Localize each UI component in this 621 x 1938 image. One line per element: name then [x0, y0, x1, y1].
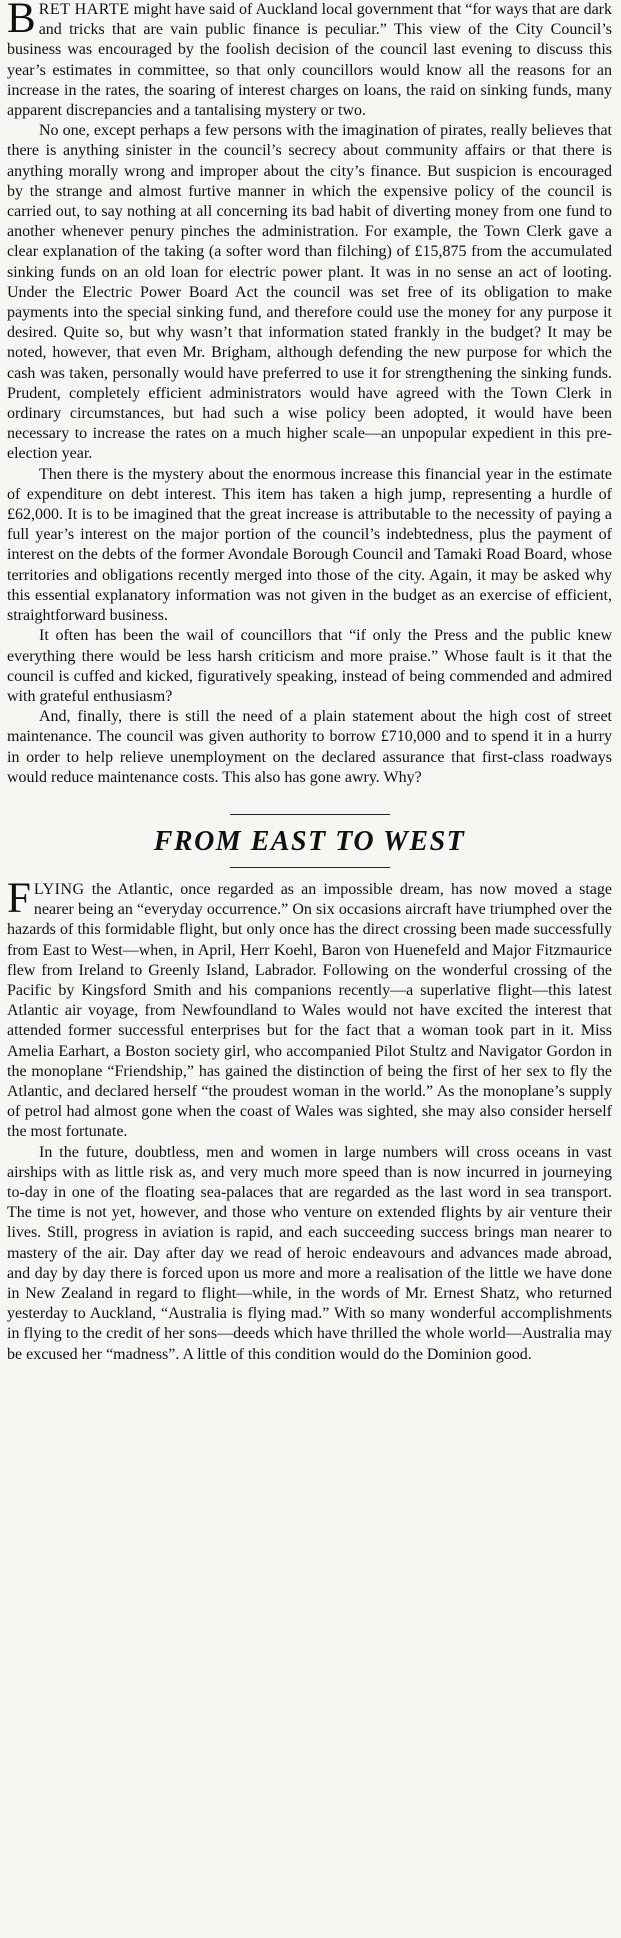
article2-paragraph-1	[7, 874, 612, 1143]
divider-rule	[230, 814, 390, 815]
editorial-atlantic-flight	[7, 874, 612, 1365]
article1-paragraph-5: And, finally, there is still the need of a plain statement about the high cost of street maintenance. The council was given authority to borrow £710,000 and to spend it in a hurry in order to help relieve unemployment on the declared assurance that first-class roadways would reduce maintenance costs. This also has gone awry. Why?	[7, 708, 612, 786]
headline-from-east-to-west: FROM EAST TO WEST	[153, 825, 466, 857]
article1-paragraph-1	[7, 0, 612, 121]
lead-caps: LYING	[33, 880, 85, 898]
editorial-city-council	[7, 0, 612, 788]
paragraph-text: might have said of Auckland local government that “for ways that are dark and tricks that are vain public finance is peculiar.” This view of the City Council’s business was encouraged by the foolish decision of the council last evening to discuss this year’s estimates in committee, so that only councillors would know all the reasons for an increase in the rates, the soaring of interest charges on loans, the raid on sinking funds, many apparent discrepancies and a tantalising mystery or two.	[7, 1, 613, 120]
drop-cap: F	[7, 874, 31, 922]
divider-rule	[230, 867, 390, 868]
article2-paragraph-2: In the future, doubtless, men and women in large numbers will cross oceans in vast airships with as little risk as, and very much more speed than is now incurred in journeying to-day in one of the floating sea-palaces that are regarded as the last word in sea transport. The time is not yet, however, and those who venture on extended flights by air venture their lives. Still, progress in aviation is rapid, and each succeeding success brings man nearer to mastery of the air. Day after day we read of heroic endeavours and advances made abroad, and day by day there is forced upon us more and more a realisation of the little we have done in New Zealand in regard to flight—while, in the words of Mr. Ernest Shatz, who returned yesterday to Auckland, “Australia is flying mad.” With so many wonderful accomplishments in flying to the credit of her sons—deeds which have thrilled the whole world—Australia may be excused her “madness”. A little of this condition would do the Dominion good.	[7, 1143, 612, 1363]
paragraph-text: the Atlantic, once regarded as an impossible dream, has now moved a stage nearer being an “everyday occurrence.” On six occasions aircraft have triumphed over the hazards of this formidable flight, but only once has the direct crossing been made successfully from East to West—when, in April, Herr Koehl, Baron von Huenefeld and Major Fitzmaurice flew from Ireland to Greenly Island, Labrador. Following on the wonderful crossing of the Pacific by Kingsford Smith and his companions recently—a superlative flight—this latest Atlantic air voyage, from Newfoundland to Wales would not have excited the interest that attended former successful enterprises but for the fact that a woman took part in it. Miss Amelia Earhart, a Boston society girl, who accompanied Pilot Stultz and Navigator Gordon in the monoplane “Friendship,” has gained the distinction of being the first of her sex to fly the Atlantic, and declared herself “the proudest woman in the world.” As the monoplane’s supply of petrol had almost gone when the coast of Wales was sighted, she may also consider herself the most fortunate.	[7, 880, 612, 1141]
lead-caps: RET HARTE	[38, 1, 130, 18]
article1-paragraph-3: Then there is the mystery about the enormous increase this financial year in the estimate of expenditure on debt interest. This item has taken a high jump, representing a hurdle of £62,000. It is to be imagined that the great increase is attributable to the necessity of paying a full year’s interest on the major portion of the council’s indebtedness, plus the payment of interest on the debts of the former Avondale Borough Council and Tamaki Road Board, whose territories and obligations recently merged into those of the city. Again, it may be asked why this essential explanatory information was not given in the budget as an exercise of efficient, straightforward business.	[7, 465, 612, 625]
article1-paragraph-2: No one, except perhaps a few persons with the imagination of pirates, really believes that there is anything sinister in the council’s secrecy about community affairs or that there is anything morally wrong and improper about the city’s finance. But suspicion is encouraged by the strange and almost furtive manner in which the expensive policy of the council is carried out, to say nothing at all concerning its bad habit of diverting money from one fund to another whenever penury pinches the administration. For example, the Town Clerk gave a clear explanation of the taking (a softer word than filching) of £15,875 from the accumulated sinking funds on an old loan for electric power plant. It was in no sense an act of looting. Under the Electric Power Board Act the council was set free of its obligation to make payments into the special sinking fund, and therefore could use the money for any purpose it desired. Quite so, but why wasn’t that information stated frankly in the budget? It may be noted, however, that even Mr. Brigham, although defending the new purpose for which the cash was taken, personally would have preferred to use it for strengthening the sinking funds. Prudent, completely efficient administrators would have agreed with the Town Clerk in ordinary circumstances, but had such a wise policy been adopted, it would have been necessary to increase the rates on a much higher scale—an unpopular expedient in this pre-election year.	[7, 122, 612, 463]
article1-paragraph-4: It often has been the wail of councillors that “if only the Press and the public knew everything there would be less harsh criticism and more praise.” Whose fault is it that the council is cuffed and kicked, figuratively speaking, instead of being commended and admired with grateful enthusiasm?	[7, 627, 612, 705]
drop-cap: B	[7, 0, 36, 42]
